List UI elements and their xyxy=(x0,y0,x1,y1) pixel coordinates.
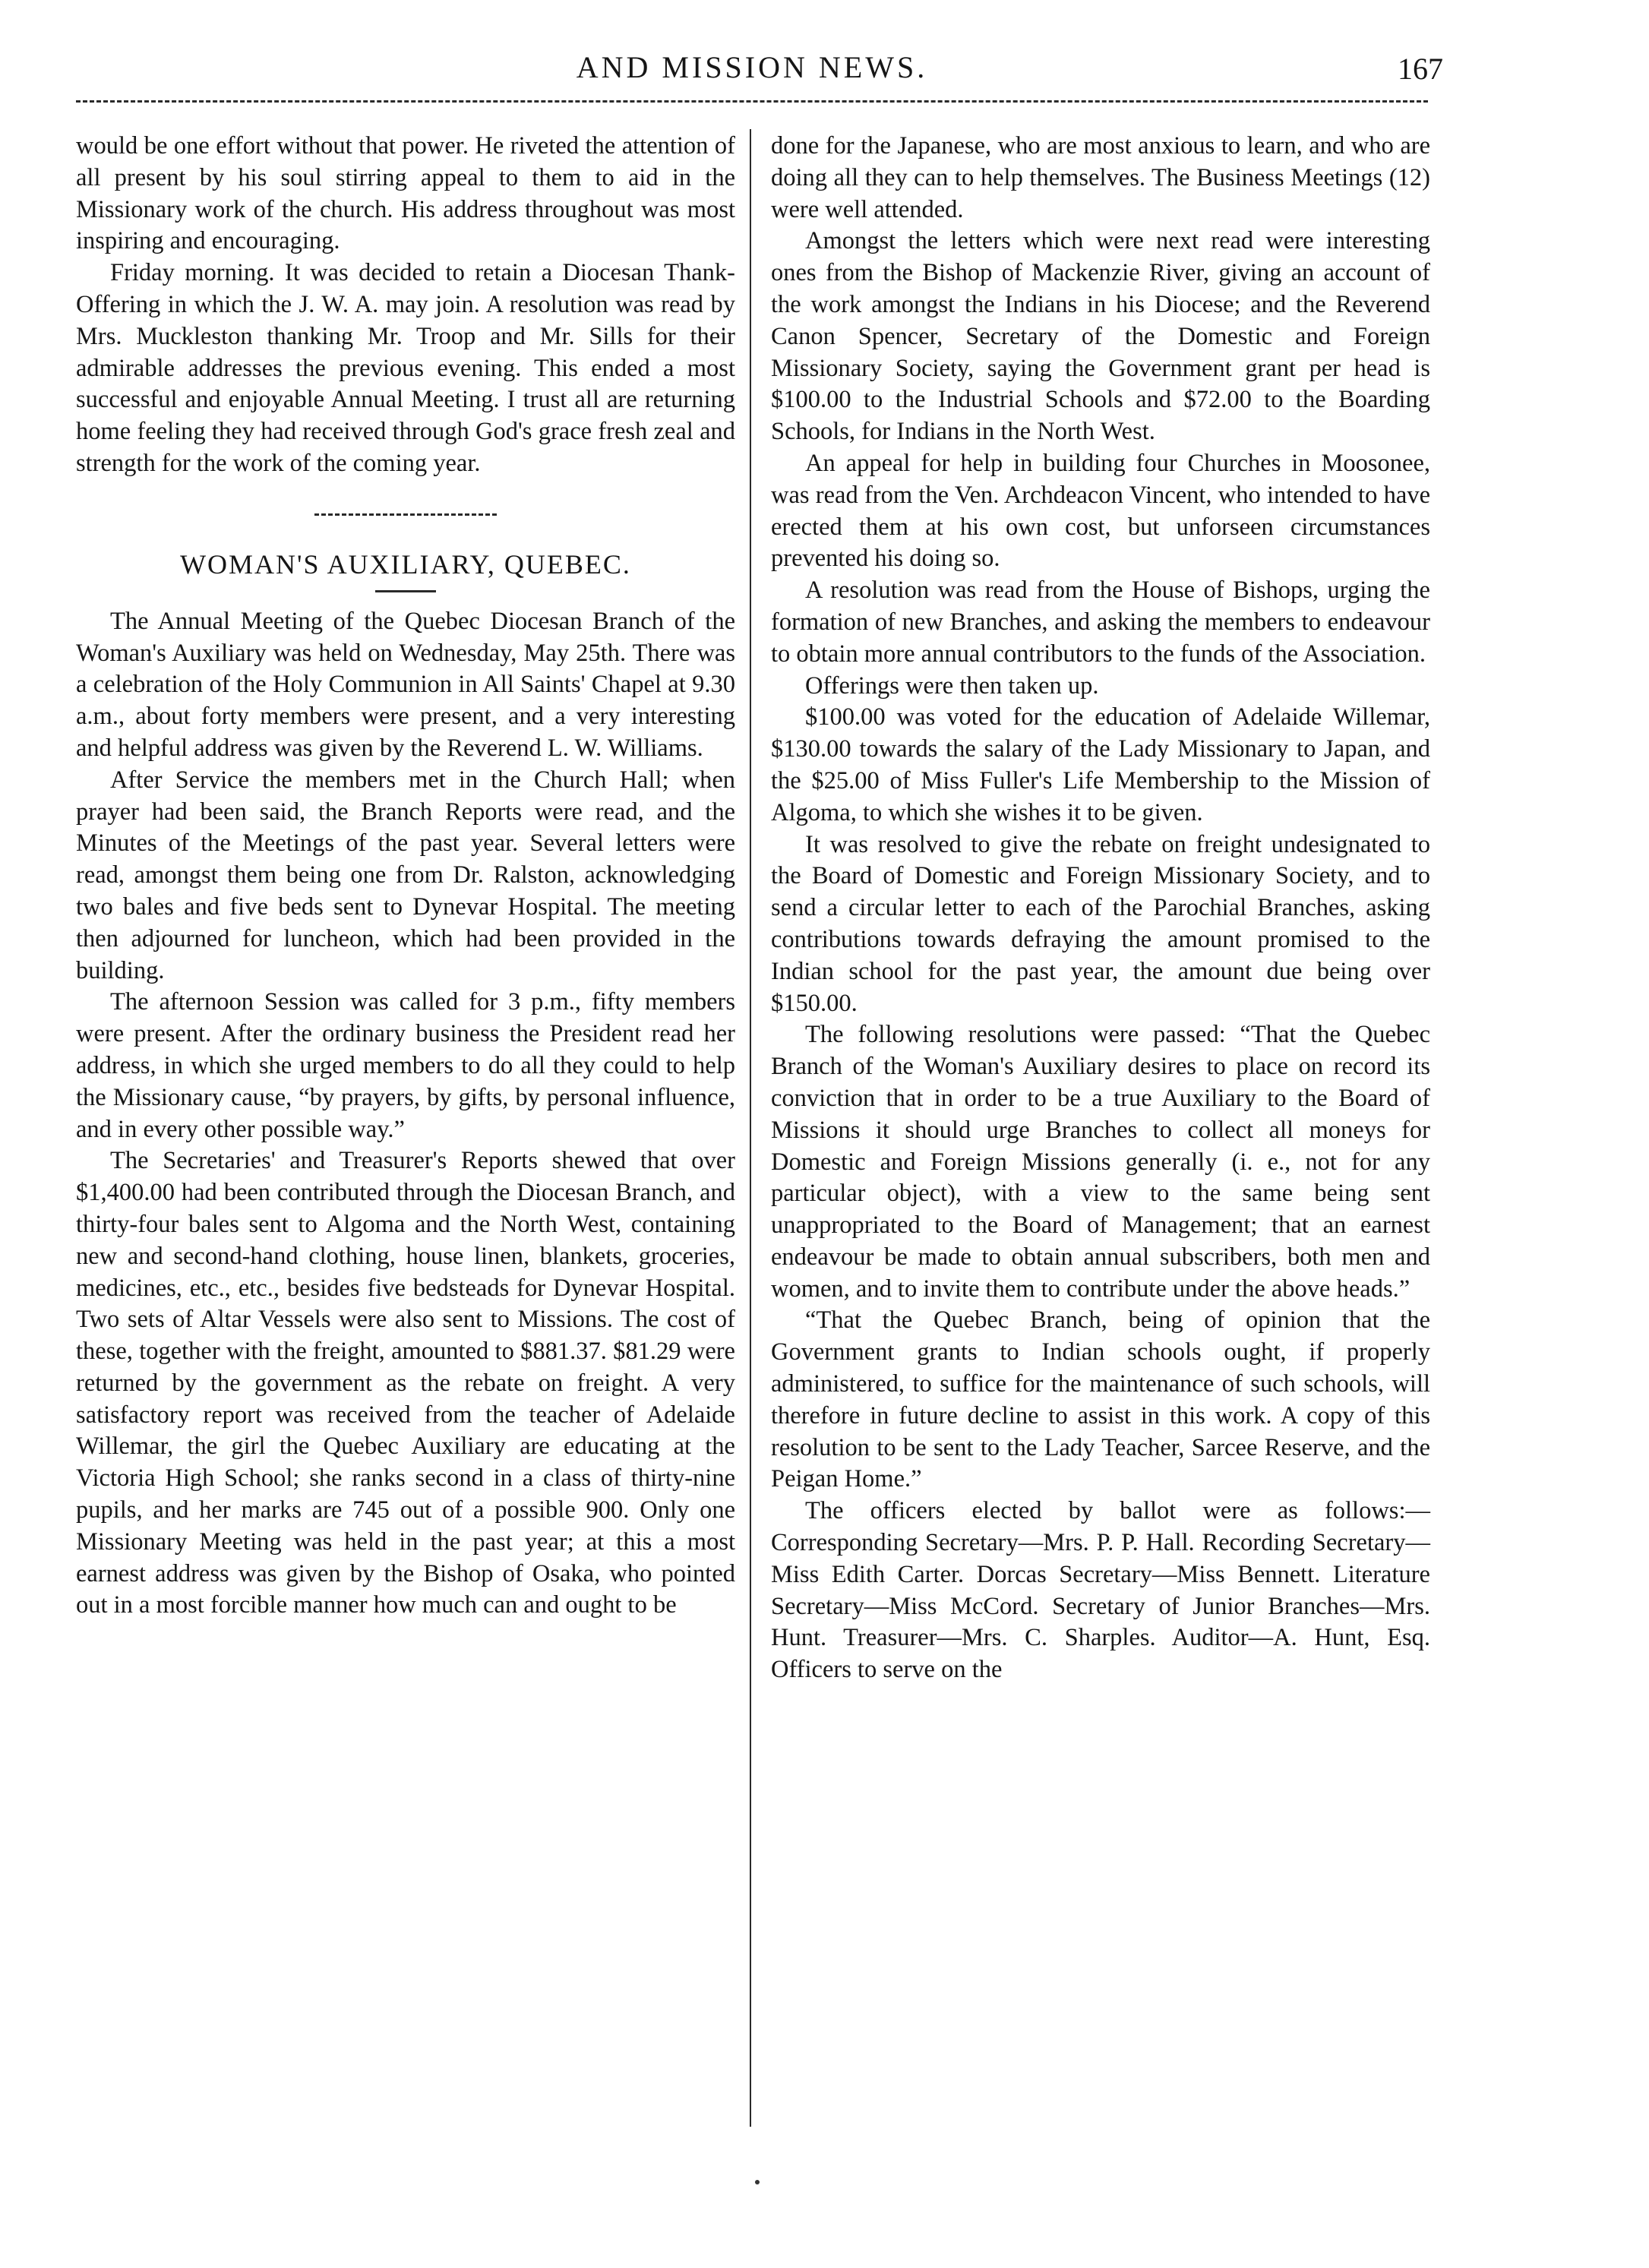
paragraph: The officers elected by ballot were as follows:—Corresponding Secretary—Mrs. P. P. Hall. Recording Secretary—Miss Edith Carter. Dorcas Secretary—Miss Bennett. Literature Secretary—Miss McCord. Secretary of Junior Branches—Mrs. Hunt. Treasurer—Mrs. C. Sharples. Auditor—A. Hunt, Esq. Officers to serve on the xyxy=(771,1497,1430,1684)
section-divider xyxy=(314,513,497,516)
paragraph: “That the Quebec Branch, being of opinion that the Government grants to Indian schools ought, if properly administered, to suffice for the maintenance of such schools, will therefore in future decline to assist in this work. A copy of this resolution to be sent to the Lady Teacher, Sarcee Reserve, and the Peigan Home.” xyxy=(771,1306,1430,1493)
page-number: 167 xyxy=(1398,52,1443,86)
paragraph: The afternoon Session was called for 3 p.m., fifty members were present. After the ordinary business the President read her address, in which she urged members to do all they could to help the Missionary cause, “by prayers, by gifts, by personal influence, and in every other possible way.” xyxy=(76,988,735,1143)
paragraph: done for the Japanese, who are most anxious to learn, and who are doing all they can to help themselves. The Business Meetings (12) were well attended. xyxy=(771,132,1430,223)
title-rule xyxy=(375,590,436,592)
paragraph: would be one effort without that power. He riveted the attention of all present by his soul stirring appeal to them to aid in the Missionary work of the church. His address throughout was most inspiring and encouraging. xyxy=(76,132,735,255)
right-column xyxy=(771,131,1430,1686)
print-speck xyxy=(755,2180,760,2184)
paragraph: $100.00 was voted for the education of Adelaide Willemar, $130.00 towards the salary of the Lady Missionary to Japan, and the $25.00 of Miss Fuller's Life Membership to the Mission of Algoma, to which she wishes it to be given. xyxy=(771,703,1430,826)
column-divider xyxy=(750,129,751,2127)
section-title: WOMAN'S AUXILIARY, QUEBEC. xyxy=(180,548,631,580)
paragraph: The Annual Meeting of the Quebec Diocesan Branch of the Woman's Auxiliary was held on Wednesday, May 25th. There was a celebration of the Holy Communion in All Saints' Chapel at 9.30 a.m., about forty members were present, and a very interesting and helpful address was given by the Reverend L. W. Williams. xyxy=(76,607,735,762)
paragraph: The Secretaries' and Treasurer's Reports shewed that over $1,400.00 had been contributed through the Diocesan Branch, and thirty-four bales sent to Algoma and the North West, containing new and second-hand clothing, house linen, blankets, groceries, medicines, etc., etc., besides five bedsteads for Dynevar Hospital. Two sets of Altar Vessels were also sent to Missions. The cost of these, together with the freight, amounted to $881.37. $81.29 were returned by the government as the rebate on freight. A very satisfactory report was received from the teacher of Adelaide Willemar, the girl the Quebec Auxiliary are educating at the Victoria High School; she ranks second in a class of thirty-nine pupils, and her marks are 745 out of a possible 900. Only one Missionary Meeting was held in the past year; at this a most earnest address was given by the Bishop of Osaka, who pointed out in a most forcible manner how much can and ought to be xyxy=(76,1147,735,1619)
header-rule xyxy=(76,100,1428,103)
running-title: AND MISSION NEWS. xyxy=(576,50,928,84)
running-head xyxy=(76,47,1443,93)
paragraph: The following resolutions were passed: “That the Quebec Branch of the Woman's Auxiliary desires to place on record its conviction that in order to be a true Auxiliary to the Board of Missions it should urge Branches to collect all moneys for Domestic and Foreign Missions generally (i. e., not for any particular object), with a view to the same being sent unappropriated to the Board of Management; that an earnest endeavour be made to obtain annual subscribers, both men and women, and to invite them to contribute under the above heads.” xyxy=(771,1021,1430,1303)
paragraph: Amongst the letters which were next read were interesting ones from the Bishop of Mackenzie River, giving an account of the work amongst the Indians in his Diocese; and the Reverend Canon Spencer, Secretary of the Domestic and Foreign Missionary Society, saying the Government grant per head is $100.00 to the Industrial Schools and $72.00 to the Boarding Schools, for Indians in the North West. xyxy=(771,227,1430,446)
paragraph: After Service the members met in the Church Hall; when prayer had been said, the Branch Reports were read, and the Minutes of the Meetings of the past year. Several letters were read, amongst them being one from Dr. Ralston, acknowledging two bales and five beds sent to Dynevar Hospital. The meeting then adjourned for luncheon, which had been provided in the building. xyxy=(76,766,735,984)
paragraph: Offerings were then taken up. xyxy=(805,671,1099,700)
paragraph: A resolution was read from the House of Bishops, urging the formation of new Branches, and asking the members to endeavour to obtain more annual contributors to the funds of the Association. xyxy=(771,576,1430,668)
paragraph: It was resolved to give the rebate on freight undesignated to the Board of Domestic and Foreign Missionary Society, and to send a circular letter to each of the Parochial Branches, asking contributions towards defraying the amount promised to the Indian school for the past year, the amount due being over $150.00. xyxy=(771,830,1430,1017)
paragraph: Friday morning. It was decided to retain a Diocesan Thank-Offering in which the J. W. A. may join. A resolution was read by Mrs. Muckleston thanking Mr. Troop and Mr. Sills for their admirable addresses the previous evening. This ended a most successful and enjoyable Annual Meeting. I trust all are returning home feeling they had received through God's grace fresh zeal and strength for the work of the coming year. xyxy=(76,259,735,477)
left-column xyxy=(76,131,735,1622)
paragraph: An appeal for help in building four Churches in Moosonee, was read from the Ven. Archdeacon Vincent, who intended to have erected them at his own cost, but unforseen circumstances prevented his doing so. xyxy=(771,449,1430,573)
